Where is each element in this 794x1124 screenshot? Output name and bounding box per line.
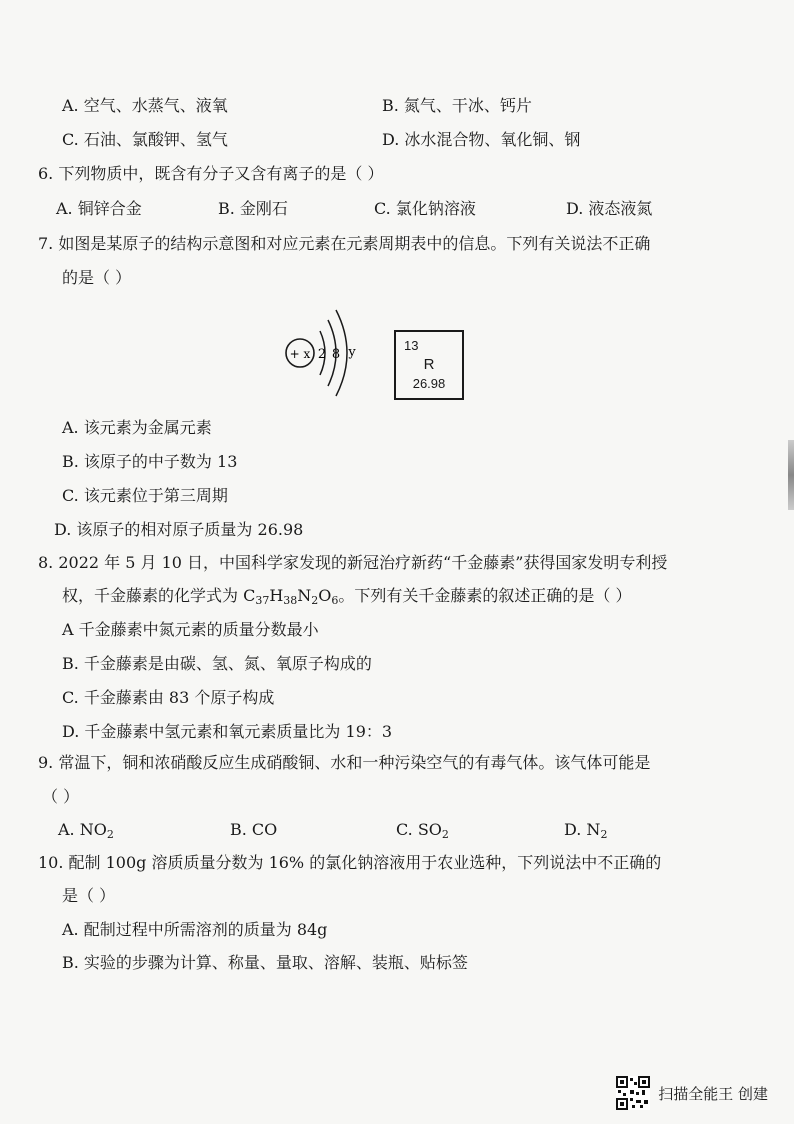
q7-option-b: B. 该原子的中子数为 13 — [62, 452, 238, 471]
q7-option-d: D. 该原子的相对原子质量为 26.98 — [54, 520, 304, 539]
formula-o-count: 6 — [331, 594, 339, 607]
formula-n-count: 2 — [311, 594, 319, 607]
formula-h-label: H — [269, 586, 284, 605]
atomic-mass: 26.98 — [412, 376, 446, 391]
q10-option-a: A. 配制过程中所需溶剂的质量为 84g — [62, 920, 328, 939]
q8-formula-prefix: 权，千金藤素的化学式为 C — [62, 586, 256, 605]
formula-n-label: N — [297, 586, 312, 605]
q5-option-c: C. 石油、氯酸钾、氢气 — [62, 130, 228, 149]
atom-structure-diagram — [270, 296, 390, 406]
q9-stem-line1: 9. 常温下，铜和浓硝酸反应生成硝酸铜、水和一种污染空气的有毒气体。该气体可能是 — [38, 753, 651, 772]
q6-option-c: C. 氯化钠溶液 — [374, 199, 476, 218]
shell-1-electrons: 2 — [317, 347, 327, 362]
shell-3-electrons: y — [348, 345, 356, 360]
q9-option-d-subscript: 2 — [600, 828, 608, 841]
q8-stem-line2 — [62, 586, 632, 611]
q8-stem-suffix: 。下列有关千金藤素的叙述正确的是（ ） — [338, 586, 632, 605]
q10-stem-line1: 10. 配制 100g 溶质质量分数为 16% 的氯化钠溶液用于农业选种，下列说法中不正确的 — [38, 853, 662, 872]
q8-option-c: C. 千金藤素由 83 个原子构成 — [62, 688, 275, 707]
q9-option-c-text: C. SO — [396, 820, 442, 839]
q8-stem-line1: 8. 2022 年 5 月 10 日，中国科学家发现的新冠治疗新药“千金藤素”获得国家发明专利授 — [38, 553, 668, 572]
qr-code-icon — [616, 1076, 650, 1110]
scan-edge-shadow — [788, 440, 794, 510]
atomic-number: 13 — [404, 338, 419, 353]
watermark-text: 扫描全能王 创建 — [658, 1084, 768, 1103]
q9-option-b: B. CO — [230, 820, 278, 839]
q5-option-d: D. 冰水混合物、氧化铜、钢 — [382, 130, 581, 149]
q5-option-a: A. 空气、水蒸气、液氧 — [62, 96, 228, 115]
q10-stem-line2: 是（ ） — [62, 886, 116, 905]
q7-stem-line1: 7. 如图是某原子的结构示意图和对应元素在元素周期表中的信息。下列有关说法不正确 — [38, 234, 651, 253]
q7-option-c: C. 该元素位于第三周期 — [62, 486, 228, 505]
scanner-watermark — [616, 1076, 768, 1110]
formula-o-label: O — [318, 586, 332, 605]
q9-option-c-subscript: 2 — [441, 828, 449, 841]
q7-stem-line2: 的是（ ） — [62, 268, 132, 287]
q5-option-b: B. 氮气、干冰、钙片 — [382, 96, 532, 115]
nucleus-charge: + x — [289, 347, 311, 361]
q6-option-d: D. 液态液氮 — [566, 199, 653, 218]
shell-2-electrons: 8 — [331, 347, 341, 362]
q9-option-d-text: D. N — [564, 820, 601, 839]
element-symbol: R — [423, 356, 435, 373]
q9-option-c — [396, 820, 449, 845]
formula-c-count: 37 — [255, 594, 270, 607]
periodic-table-cell — [394, 330, 464, 400]
q9-option-a-subscript: 2 — [106, 828, 114, 841]
q8-option-b: B. 千金藤素是由碳、氢、氮、氧原子构成的 — [62, 654, 372, 673]
q6-option-a: A. 铜锌合金 — [56, 199, 142, 218]
q9-option-d — [564, 820, 607, 845]
q7-option-a: A. 该元素为金属元素 — [62, 418, 212, 437]
q8-option-d: D. 千金藤素中氢元素和氧元素质量比为 19：3 — [62, 722, 393, 741]
q9-stem-line2: （ ） — [42, 787, 80, 806]
q9-option-a-text: A. NO — [58, 820, 107, 839]
formula-h-count: 38 — [283, 594, 298, 607]
q9-option-a — [58, 820, 114, 845]
q6-stem: 6. 下列物质中，既含有分子又含有离子的是（ ） — [38, 164, 384, 183]
q8-option-a: A 千金藤素中氮元素的质量分数最小 — [62, 620, 319, 639]
q6-option-b: B. 金刚石 — [218, 199, 288, 218]
q10-option-b: B. 实验的步骤为计算、称量、量取、溶解、装瓶、贴标签 — [62, 953, 468, 972]
